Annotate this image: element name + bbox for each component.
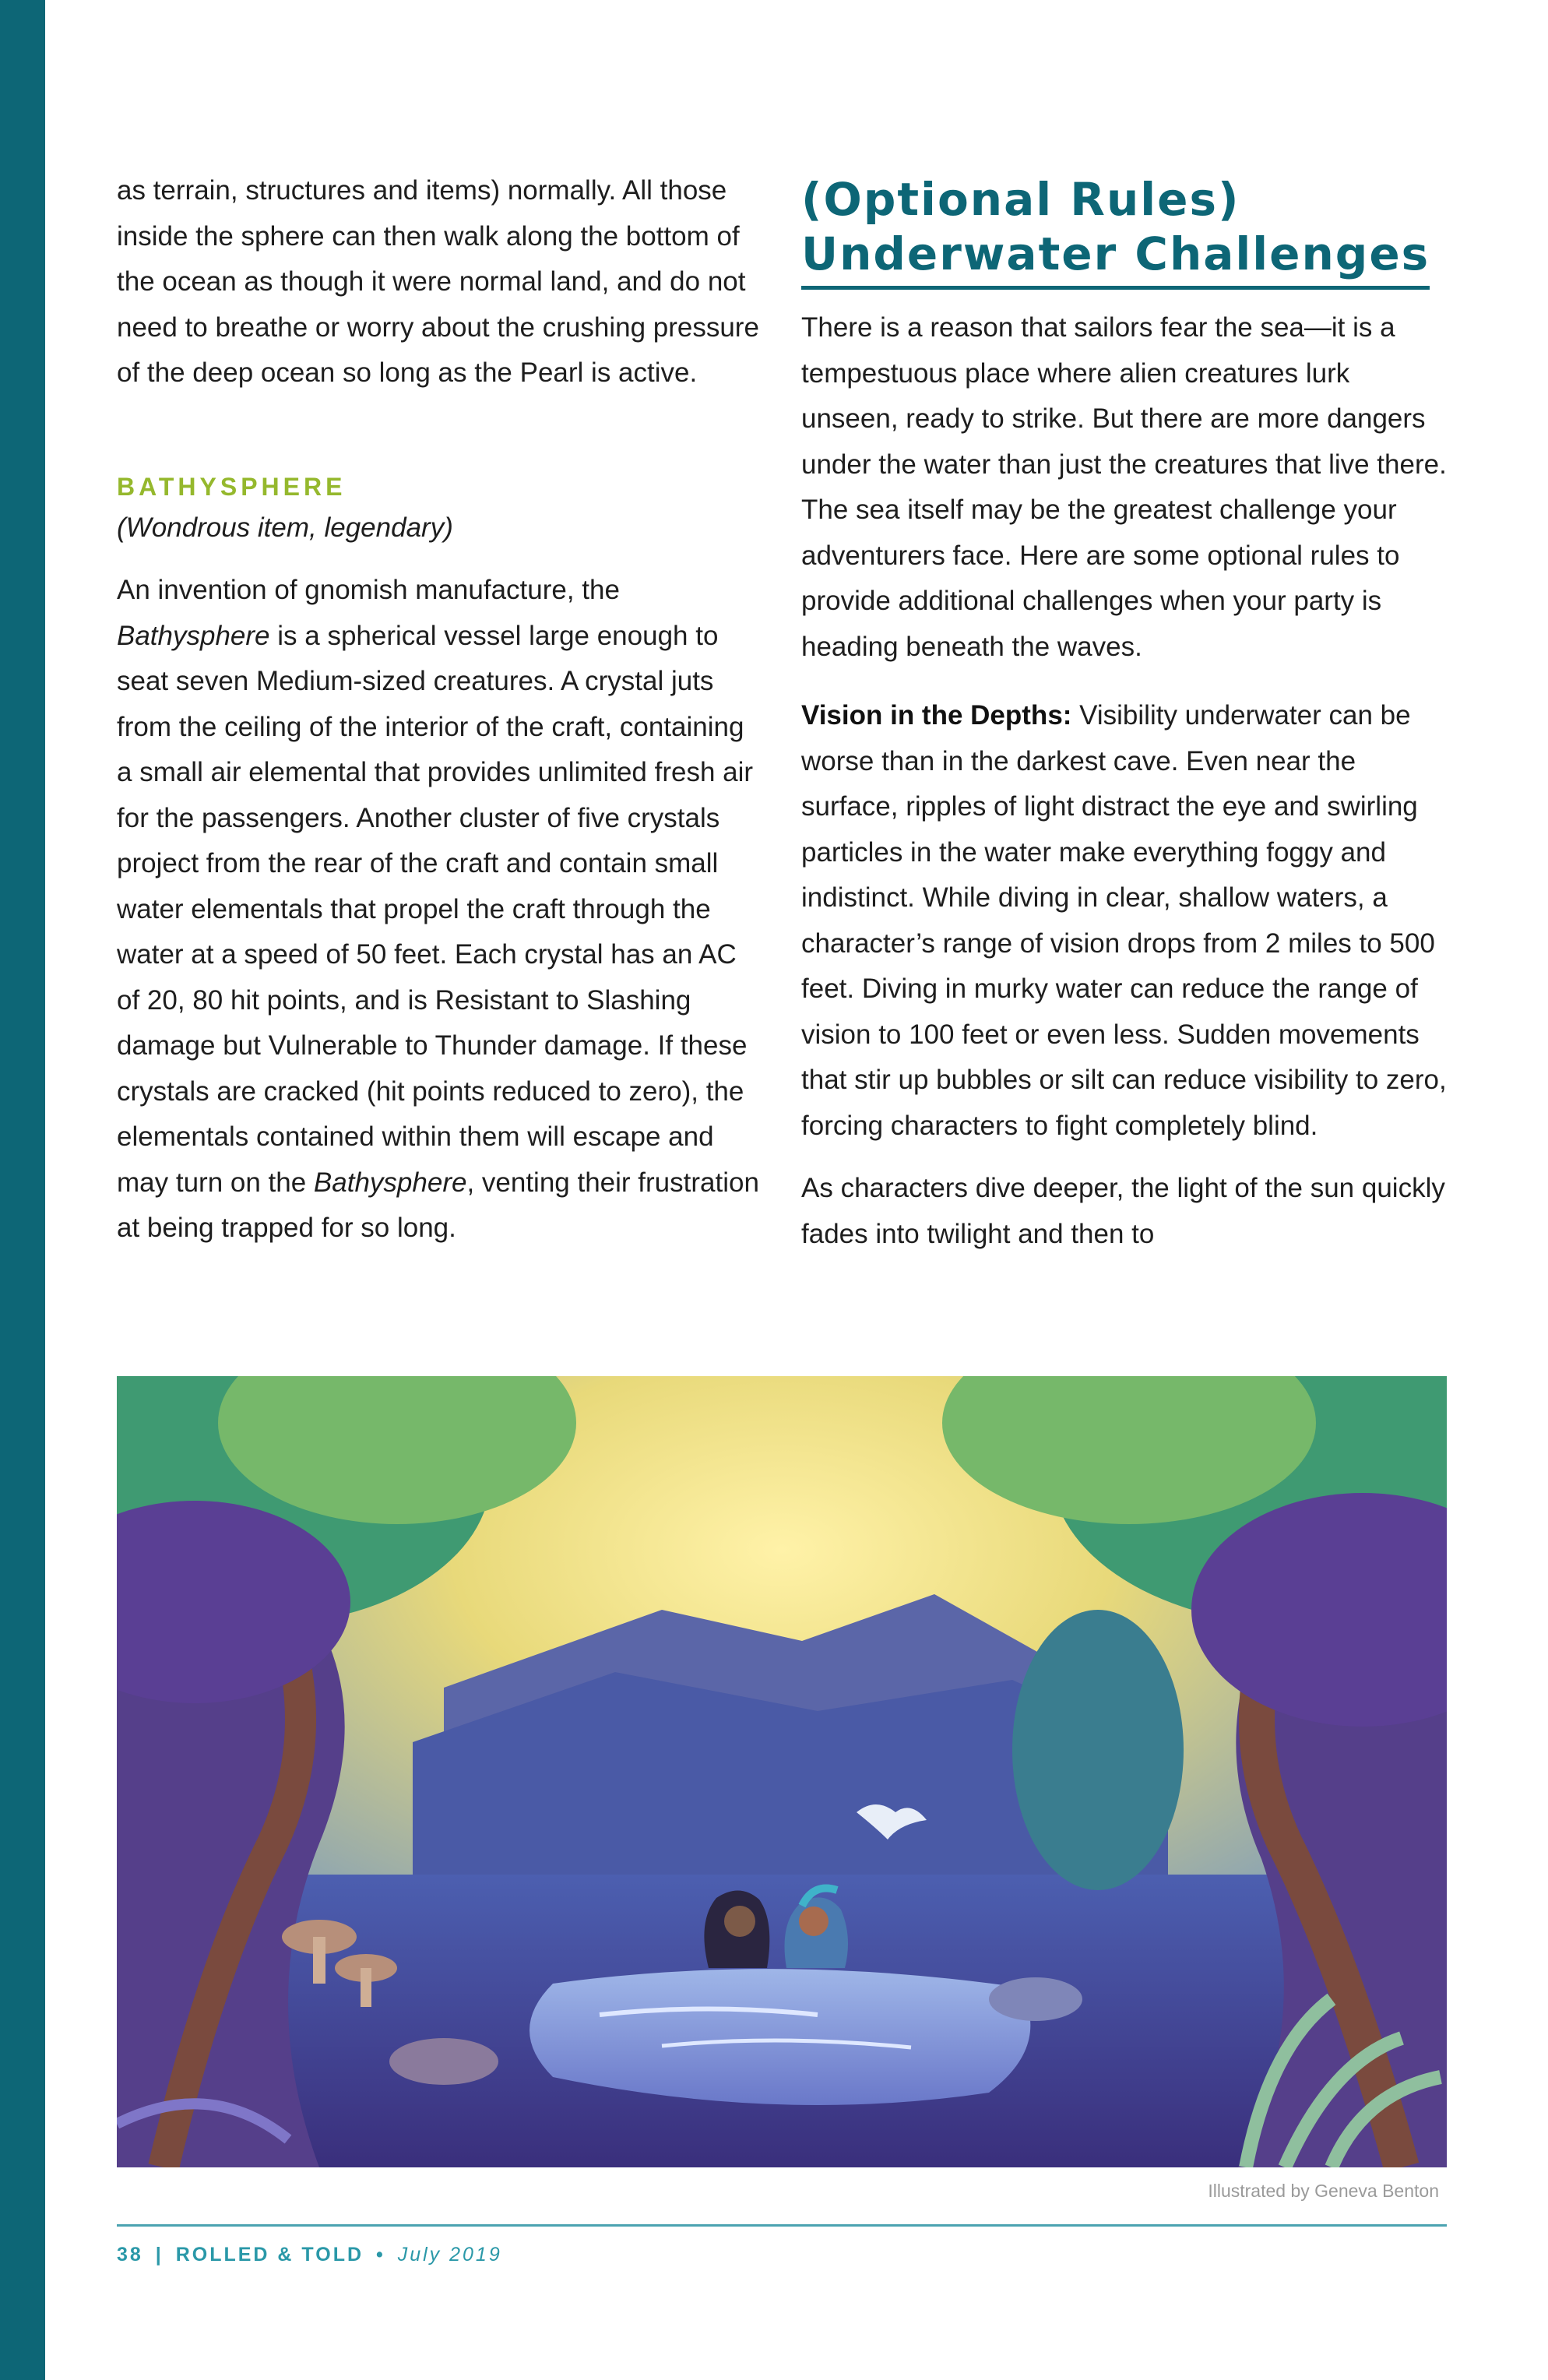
vision-run-in-heading: Vision in the Depths: <box>801 700 1072 731</box>
left-column <box>117 168 763 1252</box>
item-description <box>117 568 763 1252</box>
depth-paragraph: As characters dive deeper, the light of the sun quickly fades into twilight and then to <box>801 1173 1445 1249</box>
desc-item-name: Bathysphere <box>117 620 270 651</box>
item-type: (Wondrous item, legendary) <box>117 512 453 543</box>
footer-bullet: • <box>375 2244 385 2266</box>
desc-text-b: is a spherical vessel large enough to seat seven Medium-sized creatures. A crystal juts from the ceiling of the interior of the craft, containing a small air elemental that provides unlimited fresh air for the passengers. Another cluster of five crystals project from the rear of the craft and contain small water elementals that propel the craft through the water at a speed of 50 feet. Each crystal has an AC of 20, 80 hit points, and is Resistant to Slashing damage but Vulnerable to Thunder damage. If these crystals are cracked (hit points reduced to zero), the elementals contained within them will escape and may turn on the <box>117 620 754 1198</box>
heading-line-1: (Optional Rules) <box>801 173 1240 226</box>
right-column <box>801 172 1448 1257</box>
page-number: 38 <box>117 2244 143 2266</box>
vision-paragraph <box>801 693 1448 1149</box>
item-name: BATHYSPHERE <box>117 472 347 501</box>
section-heading <box>801 172 1430 290</box>
footer-separator: | <box>155 2244 164 2266</box>
intro-paragraph: as terrain, structures and items) normally. All those inside the sphere can then walk along the bottom of the ocean as though it were normal land, and do not need to breathe or worry about the crushing pressure of the deep ocean so long as the Pearl is active. <box>117 175 759 388</box>
magazine-title: ROLLED & TOLD <box>175 2244 364 2266</box>
desc-item-name-2: Bathysphere <box>313 1167 467 1198</box>
issue-date: July 2019 <box>397 2244 502 2266</box>
forest-illustration <box>117 1376 1447 2167</box>
desc-text-c: , venting their frustration at being trapped for so long. <box>117 1167 759 1243</box>
intro-body-paragraph: There is a reason that sailors fear the sea—it is a tempestuous place where alien creatures lurk unseen, ready to strike. But there are more dangers under the water than just the creatures that live there. The sea itself may be the greatest challenge your adventurers face. Here are some optional rules to provide additional challenges when your party is heading beneath the waves. <box>801 312 1447 662</box>
side-color-bar <box>0 0 45 2380</box>
page-footer <box>117 2244 502 2266</box>
illustration-artwork <box>117 1376 1447 2167</box>
desc-text-a: An invention of gnomish manufacture, the <box>117 575 620 605</box>
heading-line-2: Underwater Challenges <box>801 227 1430 280</box>
illustration-credit: Illustrated by Geneva Benton <box>1208 2181 1439 2201</box>
vision-text: Visibility underwater can be worse than in the darkest cave. Even near the surface, ripples of light distract the eye and swirling particles in the water make everything foggy and indistinct. While diving in clear, shallow waters, a character’s range of vision drops from 2 miles to 500 feet. Diving in murky water can reduce the range of vision to 100 feet or even less. Sudden movements that stir up bubbles or silt can reduce visibility to zero, forcing characters to fight completely blind. <box>801 700 1447 1141</box>
footer-rule <box>117 2224 1447 2227</box>
